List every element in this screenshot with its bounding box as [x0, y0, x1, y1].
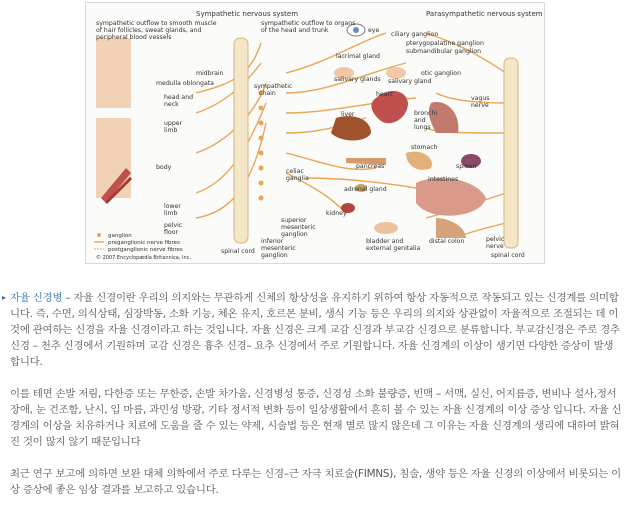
- label-salivary-glands: salivary glands: [334, 76, 381, 83]
- label-and: and: [414, 117, 426, 124]
- label-liver: liver: [341, 111, 355, 118]
- label-mesenteric-inf: mesenteric: [261, 245, 296, 252]
- label-adrenal-gland: adrenal gland: [344, 186, 387, 193]
- label-head-and: head and: [164, 94, 194, 101]
- label-inferior: inferior: [261, 238, 284, 245]
- label-lungs: lungs: [414, 124, 431, 131]
- label-limb-lower: limb: [164, 210, 178, 217]
- label-nerve-vagus: nerve: [471, 102, 489, 109]
- label-heart: heart: [376, 91, 393, 98]
- symp-outflow-organs-2: of the head and trunk: [261, 27, 329, 34]
- label-sympathetic: sympathetic: [254, 83, 293, 90]
- label-pelvic: pelvic: [164, 222, 183, 229]
- label-lower: lower: [164, 203, 181, 210]
- legend-preganglionic: preganglionic nerve fibres: [108, 240, 180, 246]
- label-external-genitalia: external genitalia: [366, 245, 421, 252]
- label-upper: upper: [164, 120, 183, 127]
- symp-outflow-skin-3: peripheral blood vessels: [96, 34, 172, 41]
- triangle-bullet-icon: ▸: [2, 293, 6, 302]
- symp-outflow-organs-1: sympathetic outflow to organs: [261, 20, 356, 27]
- label-stomach: stomach: [411, 144, 438, 151]
- label-pelvic-right: pelvic: [486, 236, 505, 243]
- label-neck: neck: [164, 101, 179, 108]
- label-vagus: vagus: [471, 95, 490, 102]
- label-mesenteric-sup: mesenteric: [281, 224, 316, 231]
- label-otic-ganglion: otic ganglion: [421, 70, 462, 77]
- label-celiac: celiac: [286, 168, 304, 175]
- label-intestines: intestines: [428, 176, 459, 183]
- label-spinal-cord-right: spinal cord: [491, 252, 525, 259]
- diagram-copyright: © 2007 Encyclopædia Britannica, Inc.: [96, 255, 192, 261]
- article-paragraph-1-text: – 자율 신경이란 우리의 의지와는 무관하게 신체의 항상성을 유지하기 위하여 항상 자동적으로 작동되고 있는 신경계를 의미합니다. 즉, 수면, 의식상태, 심장박동, 소화 기능, 체온 유지, 호르몬 분비, 생식 기능 등은 우리의 의지와 상관없이 자율적으로 조절되는 데 이것에 관여하는 신경을 자율 신경이라고 하는 것입니다. 자율 신경은 크게 교감 신경과 부교감 신경으로 분류합니다. 부교감신경은 주로 경추 신경 – 천추 신경에서 기원하며 교감 신경은 흉추 신경– 요추 신경에서 주로 기원합니다. 자율 신경계의 이상이 생기면 다양한 증상이 발생합니다.: [10, 292, 620, 368]
- label-limb-upper: limb: [164, 127, 178, 134]
- diagram-frame: [85, 2, 545, 264]
- parasympathetic-spinal-cord: [504, 58, 518, 248]
- label-kidney: kidney: [326, 210, 347, 217]
- article-paragraph-2: 이를 테면 손발 저림, 다한증 또는 무한증, 손발 차가움, 신경병성 통증, 신경성 소화 불량증, 빈맥 – 서맥, 실신, 어지름증, 변비나 설사,정서 장애, 눈 건조함, 난시, 입 마름, 과민성 방광, 기타 정서적 변화 등이 일상생활에서 흔히 볼 수 있는 자율 신경계의 이상 증상 입니다. 자율 신경계의 이상을 치유하거나 치료에 도움을 줄 수 있는 약제, 시술법 등은 현재 별로 많지 않은데 그 이유는 자율 신경계의 생리에 대하여 밝혀진 것이 많지 않기 때문입니다: [10, 388, 622, 448]
- article-paragraph-1: [10, 290, 622, 370]
- label-pterygopalatine-ganglion: pterygopalatine ganglion: [406, 40, 484, 47]
- label-spinal-cord-left: spinal cord: [221, 248, 255, 255]
- label-pancreas: pancreas: [356, 163, 385, 170]
- label-midbrain: midbrain: [196, 70, 224, 77]
- label-ganglion-sup: ganglion: [281, 231, 308, 238]
- parasympathetic-title: Parasympathetic nervous system: [426, 10, 543, 18]
- legend-ganglion: ganglion: [108, 233, 132, 239]
- sympathetic-spinal-cord: [234, 38, 248, 243]
- label-superior: superior: [281, 217, 307, 224]
- label-eye: eye: [368, 27, 380, 34]
- label-chain: chain: [259, 90, 276, 97]
- label-body: body: [156, 164, 172, 171]
- label-distal-colon: distal colon: [429, 238, 465, 245]
- label-bladder-and: bladder and: [366, 238, 404, 245]
- label-ganglion-inf: ganglion: [261, 252, 288, 259]
- symp-outflow-skin-1: sympathetic outflow to smooth muscle: [96, 20, 217, 27]
- label-medulla-oblongata: medulla oblongata: [156, 80, 214, 87]
- article-paragraph-3: 최근 연구 보고에 의하면 보완 대체 의학에서 주로 다루는 신경–근 자극 치료술(FIMNS), 침술, 생약 등은 자율 신경의 이상에서 비롯되는 이상 증상에 좋은 임상 결과를 보고하고 있습니다.: [10, 468, 621, 496]
- diagram-legend: [94, 233, 191, 261]
- label-lacrimal-gland: lacrimal gland: [336, 53, 380, 60]
- symp-outflow-skin-2: of hair follicles, sweat glands, and: [96, 27, 202, 34]
- label-spleen: spleen: [456, 163, 477, 170]
- label-nerve-pelvic: nerve: [486, 243, 504, 250]
- autonomic-nervous-system-diagram: [86, 3, 544, 263]
- label-salivary-gland: salivary gland: [388, 78, 432, 85]
- article-term: 자율 신경병: [10, 292, 63, 304]
- label-bronchi: bronchi: [414, 110, 438, 117]
- ganglion-legend-swatch: [97, 233, 101, 237]
- label-submandibular-ganglion: submandibular ganglion: [406, 48, 482, 55]
- label-ganglia: ganglia: [286, 175, 309, 182]
- sympathetic-title: Sympathetic nervous system: [196, 10, 299, 18]
- legend-postganglionic: postganglionic nerve fibres: [108, 247, 183, 253]
- label-ciliary-ganglion: ciliary ganglion: [391, 31, 439, 38]
- article-body: [2, 290, 622, 498]
- label-floor: floor: [164, 229, 179, 236]
- skin-illustration: [96, 38, 131, 203]
